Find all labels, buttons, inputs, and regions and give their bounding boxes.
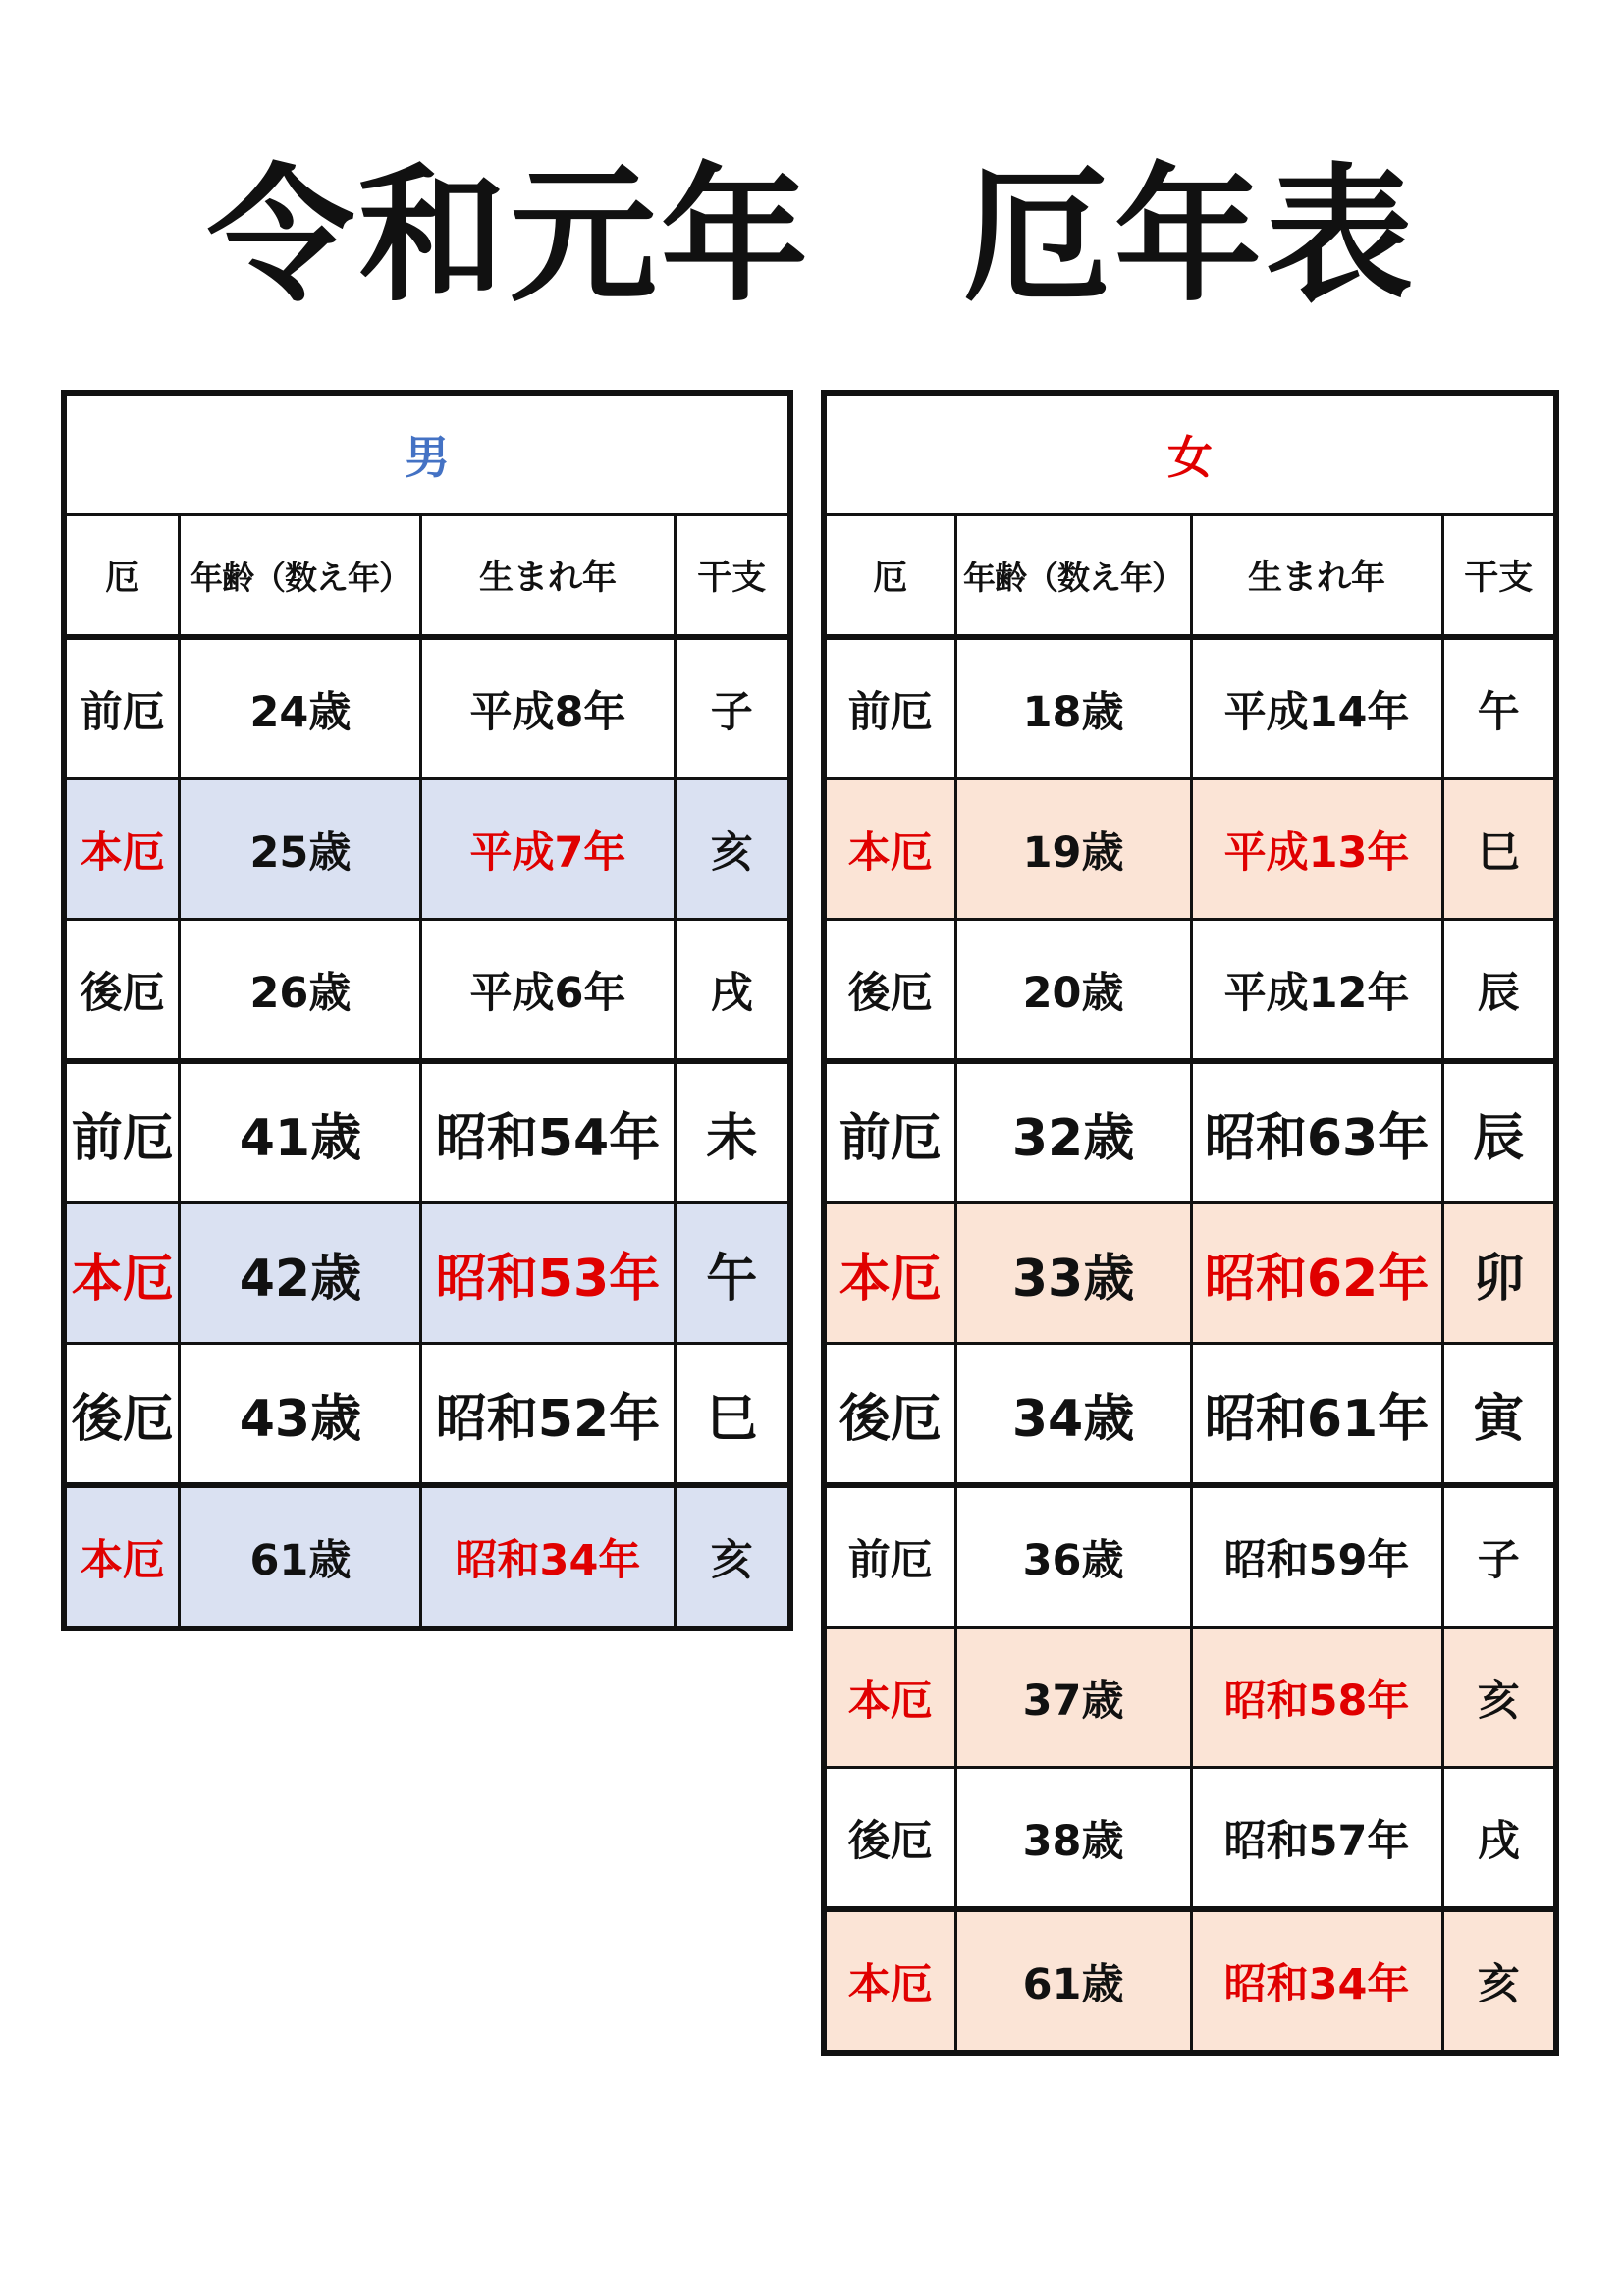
born-cell: 昭和34年 [421,1485,675,1629]
eto-cell: 亥 [675,1485,790,1629]
eto-cell: 辰 [1442,920,1556,1062]
eto-cell: 午 [1442,637,1556,779]
born-cell: 昭和54年 [421,1061,675,1203]
female-gender-label: 女 [824,393,1556,515]
table-row [64,1203,790,1344]
age-cell: 41歳 [180,1061,421,1203]
born-cell: 昭和57年 [1191,1768,1442,1910]
age-cell: 25歳 [180,779,421,920]
eto-cell: 亥 [1442,1909,1556,2053]
age-cell: 26歳 [180,920,421,1062]
born-cell: 昭和53年 [421,1203,675,1344]
table-row [824,920,1556,1062]
eto-cell: 卯 [1442,1203,1556,1344]
header-age: 年齢（数え年） [955,515,1191,638]
table-row [64,1344,790,1486]
page-title: 令和元年 厄年表 [206,149,1417,322]
born-cell: 平成7年 [421,779,675,920]
age-cell: 24歳 [180,637,421,779]
yaku-cell: 本厄 [824,1909,955,2053]
born-cell: 昭和34年 [1191,1909,1442,2053]
eto-cell: 亥 [675,779,790,920]
yaku-cell: 後厄 [64,920,180,1062]
header-born: 生まれ年 [1191,515,1442,638]
age-cell: 20歳 [955,920,1191,1062]
table-row [824,637,1556,779]
eto-cell: 戌 [675,920,790,1062]
age-cell: 43歳 [180,1344,421,1486]
table-row [824,1485,1556,1628]
yaku-cell: 後厄 [824,920,955,1062]
eto-cell: 子 [1442,1485,1556,1628]
yaku-cell: 後厄 [64,1344,180,1486]
female-table [821,390,1559,2056]
age-cell: 19歳 [955,779,1191,920]
male-gender-row [64,393,790,515]
age-cell: 32歳 [955,1061,1191,1203]
born-cell: 平成14年 [1191,637,1442,779]
born-cell: 昭和58年 [1191,1628,1442,1768]
table-row [824,1768,1556,1910]
table-row [824,779,1556,920]
table-row [64,779,790,920]
born-cell: 平成8年 [421,637,675,779]
header-yaku: 厄 [64,515,180,638]
yaku-cell: 本厄 [824,1628,955,1768]
table-row [824,1909,1556,2053]
female-header-row [824,515,1556,638]
yaku-cell: 前厄 [64,1061,180,1203]
table-row [64,920,790,1062]
born-cell: 昭和61年 [1191,1344,1442,1486]
age-cell: 38歳 [955,1768,1191,1910]
header-born: 生まれ年 [421,515,675,638]
eto-cell: 戌 [1442,1768,1556,1910]
male-table [61,390,793,1631]
table-row [824,1628,1556,1768]
table-row [64,1485,790,1629]
yaku-cell: 本厄 [64,1203,180,1344]
table-row [64,1061,790,1203]
table-row [824,1344,1556,1486]
born-cell: 平成13年 [1191,779,1442,920]
eto-cell: 午 [675,1203,790,1344]
born-cell: 平成12年 [1191,920,1442,1062]
table-row [824,1061,1556,1203]
header-eto: 干支 [675,515,790,638]
male-header-row [64,515,790,638]
male-gender-label: 男 [64,393,790,515]
header-yaku: 厄 [824,515,955,638]
eto-cell: 寅 [1442,1344,1556,1486]
eto-cell: 巳 [675,1344,790,1486]
born-cell: 昭和62年 [1191,1203,1442,1344]
age-cell: 18歳 [955,637,1191,779]
header-age: 年齢（数え年） [180,515,421,638]
yaku-cell: 前厄 [64,637,180,779]
eto-cell: 子 [675,637,790,779]
female-gender-row [824,393,1556,515]
table-row [64,637,790,779]
age-cell: 61歳 [955,1909,1191,2053]
yaku-cell: 本厄 [64,1485,180,1629]
yaku-cell: 前厄 [824,637,955,779]
header-eto: 干支 [1442,515,1556,638]
age-cell: 42歳 [180,1203,421,1344]
age-cell: 34歳 [955,1344,1191,1486]
yaku-cell: 後厄 [824,1344,955,1486]
yaku-cell: 本厄 [824,779,955,920]
yaku-cell: 本厄 [64,779,180,920]
age-cell: 36歳 [955,1485,1191,1628]
age-cell: 37歳 [955,1628,1191,1768]
yaku-cell: 後厄 [824,1768,955,1910]
eto-cell: 亥 [1442,1628,1556,1768]
eto-cell: 巳 [1442,779,1556,920]
age-cell: 33歳 [955,1203,1191,1344]
table-row [824,1203,1556,1344]
yaku-cell: 前厄 [824,1061,955,1203]
age-cell: 61歳 [180,1485,421,1629]
born-cell: 昭和63年 [1191,1061,1442,1203]
born-cell: 昭和52年 [421,1344,675,1486]
yaku-cell: 本厄 [824,1203,955,1344]
yaku-cell: 前厄 [824,1485,955,1628]
born-cell: 昭和59年 [1191,1485,1442,1628]
born-cell: 平成6年 [421,920,675,1062]
eto-cell: 辰 [1442,1061,1556,1203]
eto-cell: 未 [675,1061,790,1203]
